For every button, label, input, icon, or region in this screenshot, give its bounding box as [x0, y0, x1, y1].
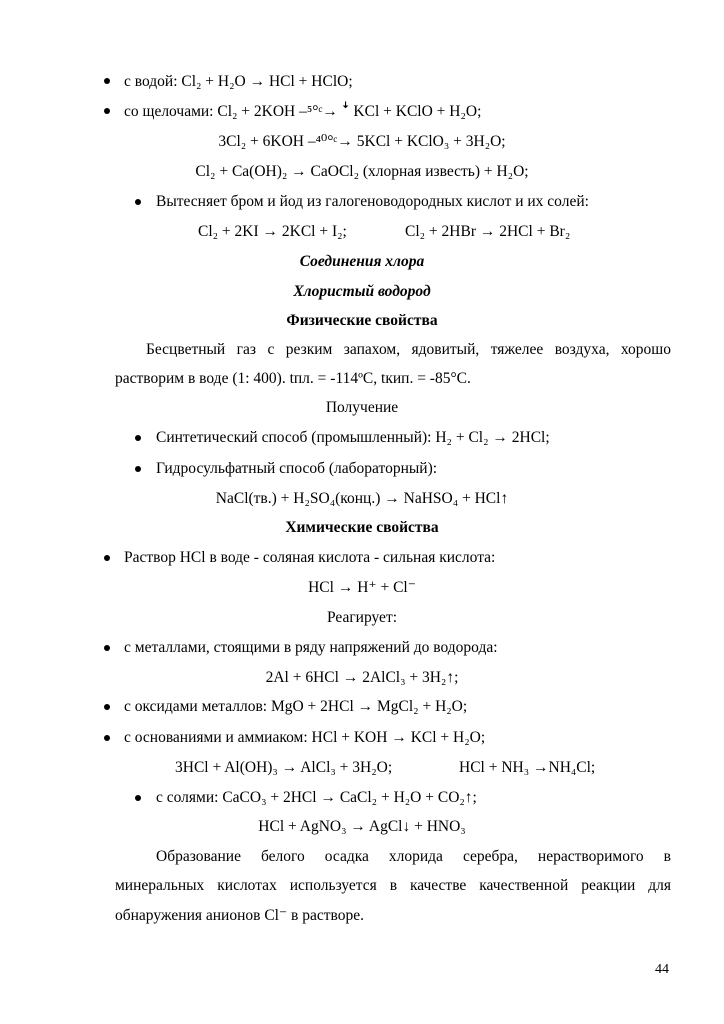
reaction-with-bases: с основаниями и аммиаком: HCl + KOH → KCl + H₂O;: [124, 729, 486, 746]
heading-physical-properties: Физические свойства: [286, 312, 438, 329]
bullet-icon: [104, 704, 110, 710]
heading-hydrogen-chloride: Хлористый водород: [293, 283, 431, 300]
reaction-aluminium: 2Al + 6HCl → 2AlCl₃ + 3H₂↑;: [265, 669, 459, 686]
bullet-icon: [104, 645, 110, 651]
bullet-icon: [135, 199, 141, 205]
conclusion-line-1: Образование белого осадка хлорида серебра, нерастворимого в: [156, 848, 671, 865]
heading-reacts: Реагирует:: [326, 609, 398, 626]
bullet-icon: [135, 795, 141, 801]
hydrosulfate-reaction: NaCl(тв.) + H₂SO₄(конц.) → NaHSO₄ + HCl↑: [215, 490, 509, 507]
reaction-silver-nitrate: HCl + AgNO₃ → AgCl↓ + HNO₃: [258, 818, 466, 835]
bullet-icon: [104, 555, 110, 561]
bullet-icon: [135, 435, 141, 441]
heading-preparation: Получение: [325, 399, 399, 416]
heading-chemical-properties: Химические свойства: [285, 519, 439, 536]
physical-properties-line-2: растворим в воде (1: 400). tпл. = -114ºС, tкип. = -85°С.: [115, 370, 471, 387]
heading-chlorine-compounds: Соединения хлора: [299, 253, 425, 270]
physical-properties-line-1: Бесцветный газ с резким запахом, ядовитый, тяжелее воздуха, хорошо: [146, 341, 671, 358]
bullet-icon: [135, 466, 141, 472]
synthetic-method: Синтетический способ (промышленный): H₂ + Cl₂ → 2HCl;: [156, 429, 550, 446]
reaction-with-ki: Cl₂ + 2KI → 2KCl + I₂;: [198, 223, 347, 240]
reaction-ammonia: HCl + NH₃ →NH₄Cl;: [459, 759, 596, 776]
conclusion-line-3: обнаружения анионов Cl⁻ в растворе.: [115, 907, 364, 924]
reaction-aluminium-hydroxide: 3HCl + Al(OH)₃ → AlCl₃ + 3H₂O;: [175, 759, 393, 776]
reaction-with-oxides: с оксидами металлов: MgO + 2HCl → MgCl₂ + H₂O;: [124, 698, 468, 715]
reaction-with-hbr: Cl₂ + 2HBr → 2HCl + Br₂: [405, 223, 571, 240]
hydrosulfate-method: Гидросульфатный способ (лабораторный):: [156, 460, 438, 477]
conclusion-line-2: минеральных кислотах используется в качестве качественной реакции для: [115, 877, 671, 894]
reaction-with-alkali-cold: со щелочами: Cl₂ + 2KOH –⁵°ᶜ→ ꜜ KCl + KClO + H₂O;: [124, 103, 482, 120]
reaction-with-water: с водой: Cl₂ + H₂O → HCl + HClO;: [124, 73, 353, 90]
reaction-with-salts: с солями: CaCO₃ + 2HCl → CaCl₂ + H₂O + CO₂↑;: [156, 789, 477, 806]
hydrochloric-acid-statement: Раствор HCl в воде - соляная кислота - сильная кислота:: [124, 549, 496, 566]
reaction-with-alkali-hot: 3Cl₂ + 6KOH –⁴⁰°ᶜ→ 5KCl + KClO₃ + 3H₂O;: [218, 133, 506, 150]
displacement-statement: Вытесняет бром и йод из галогеноводородных кислот и их солей:: [156, 193, 589, 210]
dissociation-equation: HCl → H⁺ + Cl⁻: [308, 579, 416, 596]
reaction-with-metals: с металлами, стоящими в ряду напряжений до водорода:: [124, 639, 498, 656]
bullet-icon: [104, 735, 110, 741]
page-number: 44: [655, 962, 669, 977]
bullet-icon: [104, 78, 110, 84]
bullet-icon: [104, 108, 110, 114]
reaction-bleaching-lime: Cl₂ + Ca(OH)₂ → CaOCl₂ (хлорная известь) + H₂O;: [195, 163, 529, 180]
